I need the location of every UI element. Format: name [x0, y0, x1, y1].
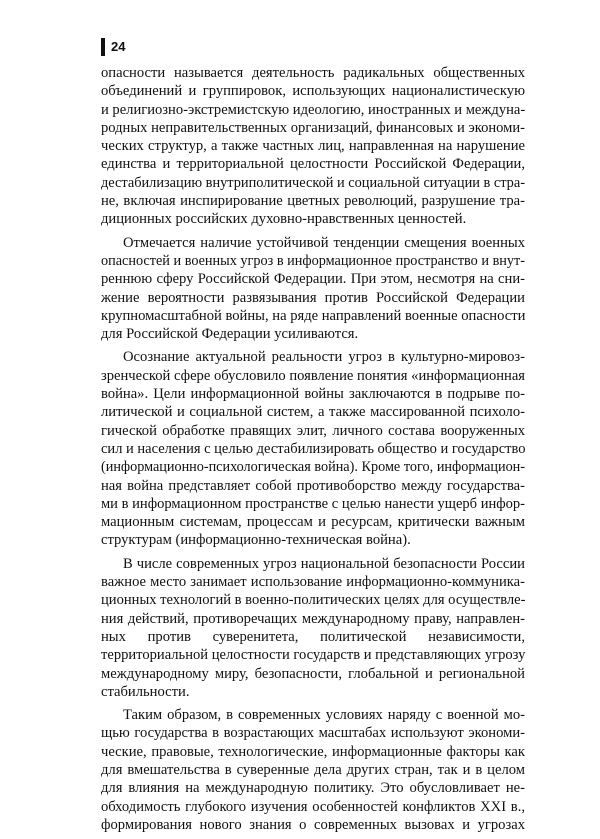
text-line: диционных российских духовно-нравственных ценностей. — [101, 211, 467, 228]
text-line: важное место занимает использование информационно-коммуника- — [101, 574, 525, 591]
page-header — [101, 37, 125, 57]
text-line: формирования нового знания о современных вызовах и угрозах — [101, 816, 525, 833]
text-line: международному миру, безопасности, глобальной и региональной — [101, 665, 525, 682]
text-line: гической обработке правящих элит, личного состава вооруженных — [101, 422, 525, 439]
text-line: В числе современных угроз национальной безопасности России — [123, 555, 525, 572]
text-line: ная война представляет собой противоборство между государства- — [101, 477, 525, 494]
paragraph — [101, 706, 525, 834]
text-line: ния действий, противоречащих международному праву, направлен- — [101, 610, 525, 627]
text-line: крупномасштабной войны, на ряде направлений военные опасности — [101, 307, 526, 324]
text-line: зренческой сфере обусловило появление понятия «информационная — [101, 367, 525, 384]
text-line: дестабилизацию внутриполитической и социальной ситуации в стра- — [101, 174, 525, 191]
text-line: ческие, правовые, технологические, информационные факторы как — [101, 743, 525, 760]
text-line: ческих структур, а также частных лиц, направленная на нарушение — [101, 138, 525, 155]
text-line: и религиозно-экстремистскую идеологию, иностранных и междуна- — [101, 101, 526, 118]
text-line: территориальной целостности государств и представляющих угрозу — [101, 647, 526, 664]
page-number: 24 — [111, 39, 126, 54]
body-text — [101, 64, 525, 839]
text-line: щью государства в возрастающих масштабах используют экономи- — [101, 725, 525, 742]
text-line: единства и территориальной целостности Российской Федерации, — [101, 156, 525, 173]
paragraph — [101, 234, 525, 344]
text-line: Таким образом, в современных условиях наряду с военной мо- — [123, 707, 525, 724]
text-line: не, включая инспирирование цветных революций, разрушение тра- — [101, 193, 525, 210]
paragraph — [101, 348, 525, 549]
text-line: сил и населения с целью дестабилизировать общество и государство — [101, 440, 526, 457]
paragraph — [101, 64, 525, 229]
text-line: ми в информационном пространстве с целью нанести ущерб инфор- — [101, 495, 525, 512]
text-line: для Российской Федерации усиливаются. — [101, 326, 359, 343]
text-line: обходимость глубокого изучения особенностей конфликтов XXI в., — [101, 798, 525, 815]
text-line: ционных технологий в военно-политических целях для осуществле- — [101, 592, 526, 609]
text-line: жение вероятности развязывания против Российской Федерации — [101, 289, 525, 306]
text-line: для вмешательства в суверенные дела других стран, так и в целом — [101, 761, 525, 778]
paragraph — [101, 555, 525, 701]
text-line: Отмечается наличие устойчивой тенденции смещения военных — [123, 234, 525, 251]
text-line: (информационно-психологическая война). Кроме того, информацион- — [101, 459, 525, 476]
text-line: для влияния на международную политику. Это обусловливает не- — [101, 780, 525, 797]
header-marker-bar — [101, 38, 105, 56]
text-line: мационным системам, процессам и ресурсам, критически важным — [101, 514, 525, 531]
text-line: реннюю сферу Российской Федерации. При этом, несмотря на сни- — [101, 271, 525, 288]
text-line: объединений и группировок, использующих националистическую — [101, 83, 525, 100]
text-line: стабильности. — [101, 683, 190, 700]
text-line: Осознание актуальной реальности угроз в культурно-мировоз- — [123, 349, 525, 366]
text-line: война». Цели информационной войны заключаются в подрыве по- — [101, 386, 525, 403]
text-line: литической и социальной систем, а также массированной психоло- — [101, 404, 525, 421]
text-line: ных против суверенитета, политической независимости, — [101, 628, 525, 645]
text-line: родных неправительственных организаций, финансовых и экономи- — [101, 119, 525, 136]
text-line: структурам (информационно-техническая война). — [101, 532, 411, 549]
text-line: опасности называется деятельность радикальных общественных — [101, 65, 525, 81]
text-line: опасностей и военных угроз в информационное пространство и внут- — [101, 252, 525, 269]
